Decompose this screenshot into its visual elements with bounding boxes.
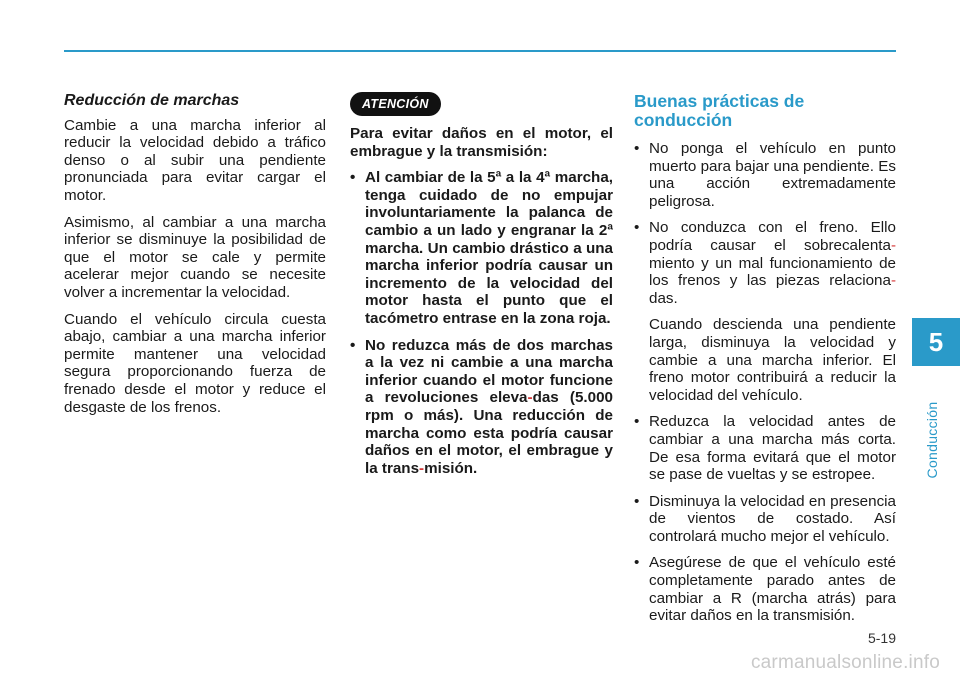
practices-list bbox=[634, 140, 896, 625]
watermark: carmanualsonline.info bbox=[750, 652, 940, 673]
hyphen-mark: - bbox=[890, 236, 896, 254]
list-item-text: • Reduzca la velocidad antes de cambiar a una marcha más corta. De esa forma evitará que el motor se pase de vueltas y se estropee. bbox=[649, 413, 896, 484]
column-good-practices bbox=[634, 92, 896, 634]
paragraph: Cuando el vehículo circula cuesta abajo, cambiar a una marcha inferior permite mantener una velocidad segura proporcionando fuerza de frenado desde el motor y reduce el desgaste de los frenos. bbox=[64, 310, 326, 416]
hyphen-mark: - bbox=[419, 459, 425, 477]
list-item bbox=[634, 219, 896, 404]
list-item bbox=[634, 554, 896, 624]
list-item bbox=[634, 140, 896, 210]
paragraph: Cambie a una marcha inferior al reducir la velocidad debido a tráfico denso o al subir una pendiente pronunciada para evitar cargar el motor. bbox=[64, 116, 326, 204]
list-item: • No reduzca más de dos marchas a la vez ni cambie a una marcha inferior cuando el motor funcione a revoluciones eleva-das (5.000 rpm o más). Una reducción de marcha como esta podría causar daños en el motor, el embrague y la trans-misión. bbox=[350, 337, 613, 478]
list-item-text: • Asegúrese de que el vehículo esté completamente parado antes de cambiar a R (marcha atrás) para evitar daños en la transmisión. bbox=[649, 554, 896, 625]
list-item-text: Cuando descienda una pendiente larga, disminuya la velocidad y cambie a una marcha inferior. El freno motor contribuirá a reducir la velocidad del vehículo. bbox=[649, 316, 896, 404]
chapter-label-text: Conducción bbox=[924, 401, 940, 479]
caution-badge: ATENCIÓN bbox=[350, 92, 441, 116]
list-item-text: • No conduzca con el freno. Ello podría causar el sobrecalenta-miento y un mal funcionamiento de los frenos y las piezas relaciona-das. bbox=[649, 219, 896, 307]
section-heading-downshifting: Reducción de marchas bbox=[64, 92, 240, 109]
column-caution bbox=[350, 92, 613, 486]
hyphen-mark: - bbox=[527, 389, 533, 407]
list-item-text: • Disminuya la velocidad en presencia de vientos de costado. Así controlará mucho mejor el vehículo. bbox=[649, 492, 896, 545]
paragraph: Asimismo, al cambiar a una marcha inferior se disminuye la posibilidad de que el motor se cale y permite acelerar mejor cuando se necesite volver a incrementar la velocidad. bbox=[64, 213, 326, 301]
caution-list bbox=[350, 169, 613, 477]
column-downshifting bbox=[64, 92, 326, 425]
list-item bbox=[634, 493, 896, 546]
section-title-good-practices: Buenas prácticas de conducción bbox=[634, 91, 805, 130]
list-item: • Al cambiar de la 5ª a la 4ª marcha, tenga cuidado de no empujar involuntariamente la palanca de cambio a un lado y engranar la 2ª marcha. Un cambio drástico a una marcha inferior podría causar un incremento de la velocidad del motor hasta el punto que el tacómetro entrase en la zona roja. bbox=[350, 169, 613, 327]
chapter-number-tab: 5 bbox=[912, 318, 960, 366]
caution-intro: Para evitar daños en el motor, el embrague y la transmisión: bbox=[350, 125, 613, 160]
list-item-text: • No ponga el vehículo en punto muerto para bajar una pendiente. Es una acción extremadamente peligrosa. bbox=[649, 140, 896, 210]
page-number: 5-19 bbox=[867, 630, 896, 646]
top-rule bbox=[64, 50, 896, 52]
list-item bbox=[634, 413, 896, 483]
hyphen-mark: - bbox=[890, 272, 896, 290]
